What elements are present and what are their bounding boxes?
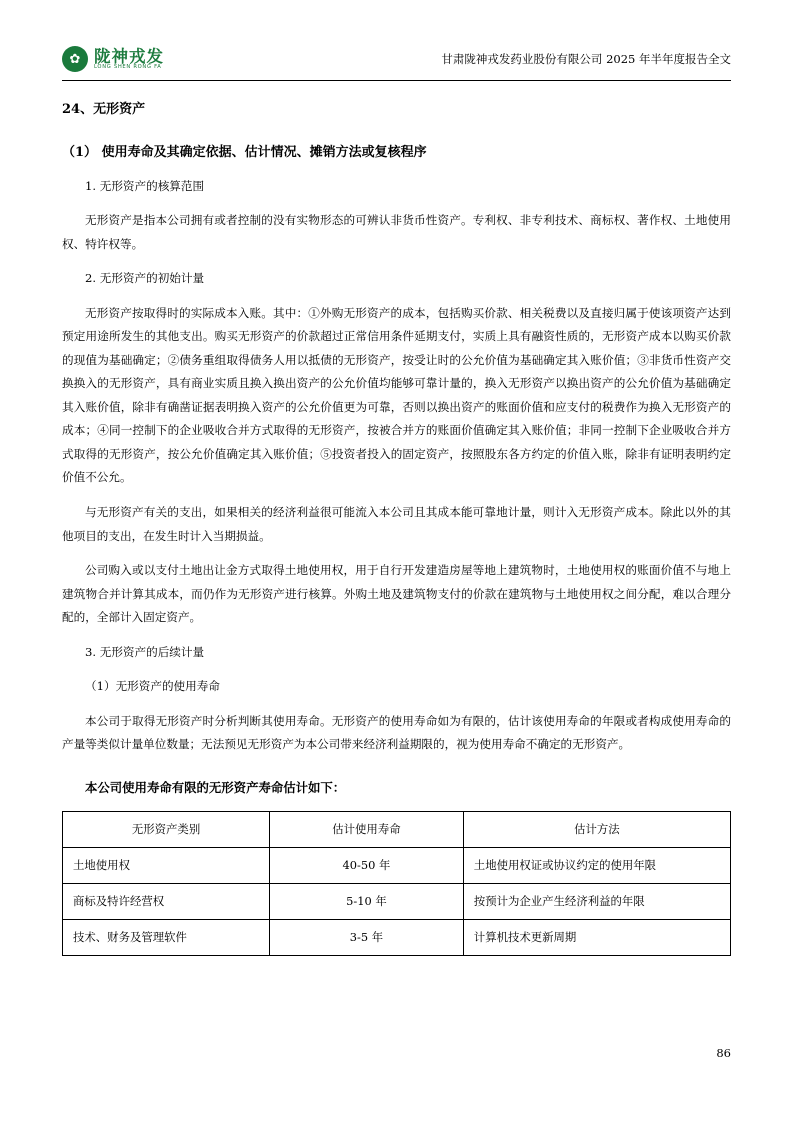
table-header-cell: 估计方法 — [463, 811, 730, 847]
page-header — [62, 38, 731, 80]
table-cell-life: 40-50 年 — [270, 848, 464, 884]
paragraph: 2. 无形资产的初始计量 — [85, 271, 205, 286]
table-row — [63, 884, 731, 920]
table-cell-method: 计算机技术更新周期 — [463, 920, 730, 956]
header-divider — [62, 80, 731, 81]
table-cell-life: 5-10 年 — [270, 884, 464, 920]
table-header-cell: 无形资产类别 — [63, 811, 270, 847]
table-lead-text: 本公司使用寿命有限的无形资产寿命估计如下： — [85, 779, 346, 795]
table-cell-life: 3-5 年 — [270, 920, 464, 956]
paragraph: 3. 无形资产的后续计量 — [85, 644, 205, 659]
table-cell-category: 商标及特许经营权 — [63, 884, 270, 920]
logo-english-name: LONG SHEN RONG FA — [94, 63, 162, 70]
logo-text — [94, 48, 164, 71]
intangible-assets-table — [62, 811, 731, 956]
company-logo — [62, 46, 164, 72]
table-cell-method: 土地使用权证或协议约定的使用年限 — [463, 848, 730, 884]
table-header-cell: 估计使用寿命 — [270, 811, 464, 847]
paragraph: 公司购入或以支付土地出让金方式取得土地使用权，用于自行开发建造房屋等地上建筑物时，土地使用权的账面价值不与地上建筑物合并计算其成本，而仍作为无形资产进行核算。外购土地及建筑物支付的价款在建筑物与土地使用权之间分配，难以合理分配的，全部计入固定资产。 — [62, 563, 731, 625]
table-cell-category: 技术、财务及管理软件 — [63, 920, 270, 956]
table-cell-method: 按预计为企业产生经济利益的年限 — [463, 884, 730, 920]
paragraph: 无形资产是指本公司拥有或者控制的没有实物形态的可辨认非货币性资产。专利权、非专利技术、商标权、著作权、土地使用权、特许权等。 — [62, 213, 731, 251]
table-row — [63, 848, 731, 884]
table-row — [63, 920, 731, 956]
paragraph: 1. 无形资产的核算范围 — [85, 178, 205, 193]
paragraph: 与无形资产有关的支出，如果相关的经济利益很可能流入本公司且其成本能可靠地计量，则计入无形资产成本。除此以外的其他项目的支出，在发生时计入当期损益。 — [62, 504, 731, 543]
logo-chinese-name: 陇神戎发 — [94, 46, 164, 66]
page-number: 86 — [716, 1046, 731, 1060]
table-header-row — [63, 811, 731, 847]
page-content — [62, 92, 731, 956]
paragraph: 无形资产按取得时的实际成本入账。其中：①外购无形资产的成本，包括购买价款、相关税费以及直接归属于使该项资产达到预定用途所发生的其他支出。购买无形资产的价款超过正常信用条件延期支付，实质上具有融资性质的，无形资产成本以购买价款的现值为基础确定；②债务重组取得债务人用以抵债的无形资产，按受让时的公允价值为基础确定其入账价值；③非货币性资产交换换入的无形资产，具有商业实质且换入换出资产的公允价值均能够可靠计量的，换入无形资产以换出资产的公允价值为基础确定其入账价值，除非有确凿证据表明换入资产的公允价值更为可靠，否则以换出资产的账面价值和应支付的税费作为换入无形资产的成本；④同一控制下的企业吸收合并方式取得的无形资产，按被合并方的账面价值确定其入账价值；非同一控制下企业吸收合并方式取得的无形资产，按公允价值确定其入账价值；⑤投资者投入的固定资产，按照股东各方约定的价值入账，除非有证明表明约定价值不公允。 — [62, 305, 731, 485]
table-cell-category: 土地使用权 — [63, 848, 270, 884]
header-report-title: 甘肃陇神戎发药业股份有限公司 2025 年半年度报告全文 — [441, 52, 731, 66]
section-title: 24、无形资产 — [62, 102, 146, 117]
paragraph: 本公司于取得无形资产时分析判断其使用寿命。无形资产的使用寿命如为有限的，估计该使用寿命的年限或者构成使用寿命的产量等类似计量单位数量；无法预见无形资产为本公司带来经济利益期限的，视为使用寿命不确定的无形资产。 — [62, 713, 731, 752]
leaf-circle-icon: ✿ — [62, 46, 88, 72]
paragraph: （1）无形资产的使用寿命 — [85, 679, 220, 694]
subsection-title: （1） 使用寿命及其确定依据、估计情况、摊销方法或复核程序 — [62, 144, 427, 160]
